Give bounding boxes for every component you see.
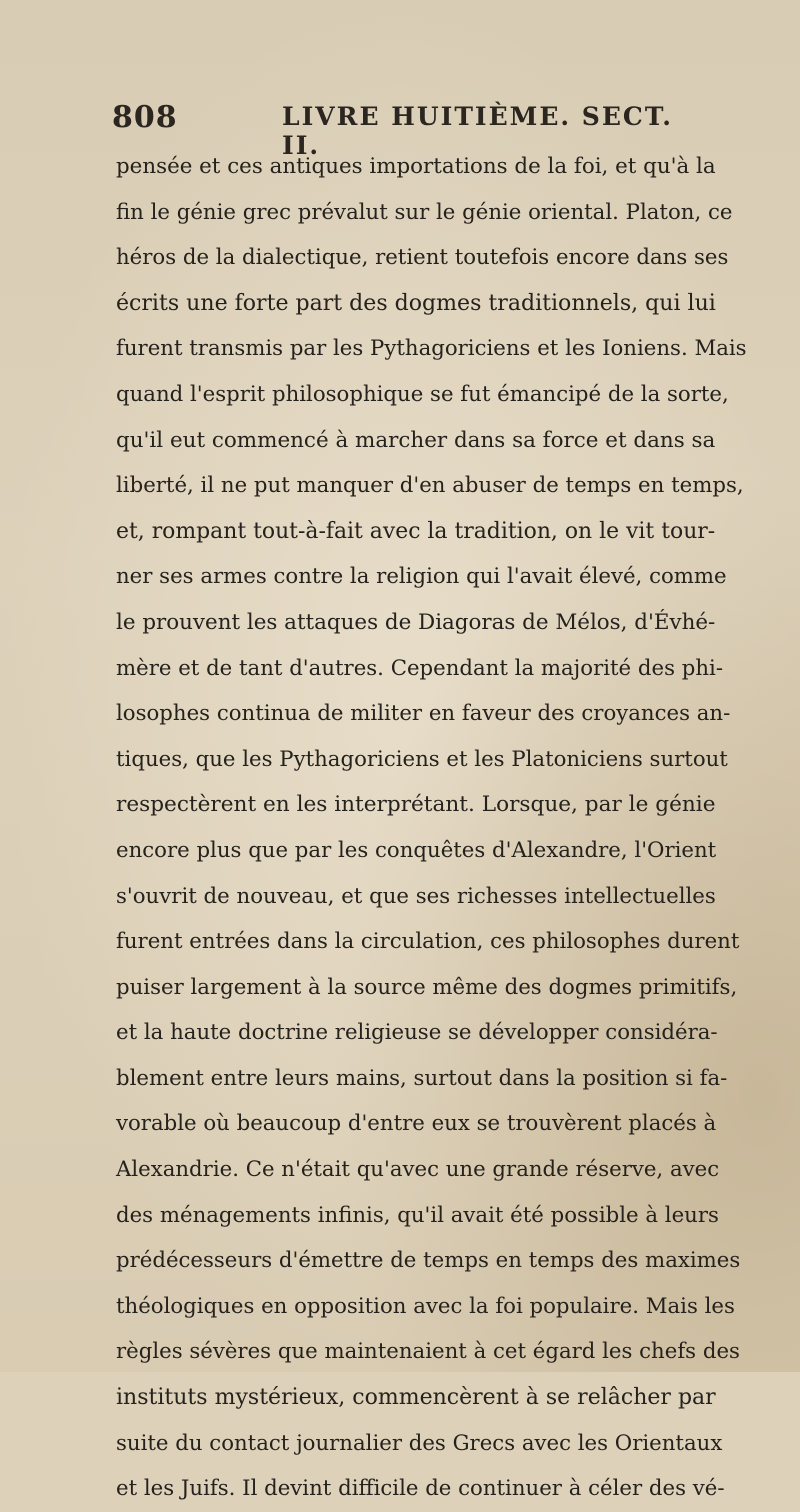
text-line: furent transmis par les Pythagoriciens et les Ioniens. Mais (116, 336, 747, 362)
text-line: puiser largement à la source même des dogmes primitifs, (116, 974, 738, 1000)
text-line: encore plus que par les conquêtes d'Alexandre, l'Orient (116, 837, 717, 863)
text-line: écrits une forte part des dogmes traditionnels, qui lui (116, 290, 716, 316)
text-line: des ménagements infinis, qu'il avait été possible à leurs (116, 1202, 719, 1228)
text-line: le prouvent les attaques de Diagoras de Mélos, d'Évhé- (116, 609, 716, 635)
page-header (112, 100, 692, 160)
text-line: pensée et ces antiques importations de la foi, et qu'à la (116, 154, 716, 179)
text-line: prédécesseurs d'émettre de temps en temps des maximes (116, 1248, 741, 1274)
text-line: instituts mystérieux, commencèrent à se relâcher par (116, 1385, 716, 1411)
body-text (116, 144, 747, 1512)
text-line: fin le génie grec prévalut sur le génie oriental. Platon, ce (116, 199, 733, 225)
text-line: quand l'esprit philosophique se fut émancipé de la sorte, (116, 381, 729, 407)
text-line: suite du contact journalier des Grecs avec les Orientaux (116, 1430, 723, 1456)
text-line: et, rompant tout-à-fait avec la tradition, on le vit tour- (116, 518, 716, 544)
text-line: s'ouvrit de nouveau, et que ses richesses intellectuelles (116, 883, 716, 909)
text-line: qu'il eut commencé à marcher dans sa force et dans sa (116, 427, 716, 453)
text-line: Alexandrie. Ce n'était qu'avec une grande réserve, avec (116, 1157, 720, 1183)
text-line: et la haute doctrine religieuse se développer considéra- (116, 1020, 718, 1046)
text-line: règles sévères que maintenaient à cet égard les chefs des (116, 1339, 740, 1365)
text-line: mère et de tant d'autres. Cependant la majorité des phi- (116, 655, 723, 681)
text-line: héros de la dialectique, retient toutefois encore dans ses (116, 245, 729, 271)
text-line: losophes continua de militer en faveur des croyances an- (116, 701, 731, 727)
text-line: théologiques en opposition avec la foi populaire. Mais les (116, 1293, 735, 1319)
text-line: liberté, il ne put manquer d'en abuser de temps en temps, (116, 473, 744, 499)
running-head: LIVRE HUITIÈME. SECT. II. (282, 102, 673, 160)
text-line: respectèrent en les interprétant. Lorsque, par le génie (116, 792, 716, 818)
page-number: 808 (112, 100, 178, 135)
text-line: vorable où beaucoup d'entre eux se trouvèrent placés à (116, 1111, 717, 1137)
text-line: tiques, que les Pythagoriciens et les Platoniciens surtout (116, 746, 728, 772)
text-line: et les Juifs. Il devint difficile de continuer à céler des vé- (116, 1476, 725, 1502)
text-line: ner ses armes contre la religion qui l'avait élevé, comme (116, 564, 727, 590)
text-line: furent entrées dans la circulation, ces philosophes durent (116, 929, 740, 955)
text-line: blement entre leurs mains, surtout dans la position si fa- (116, 1065, 728, 1091)
